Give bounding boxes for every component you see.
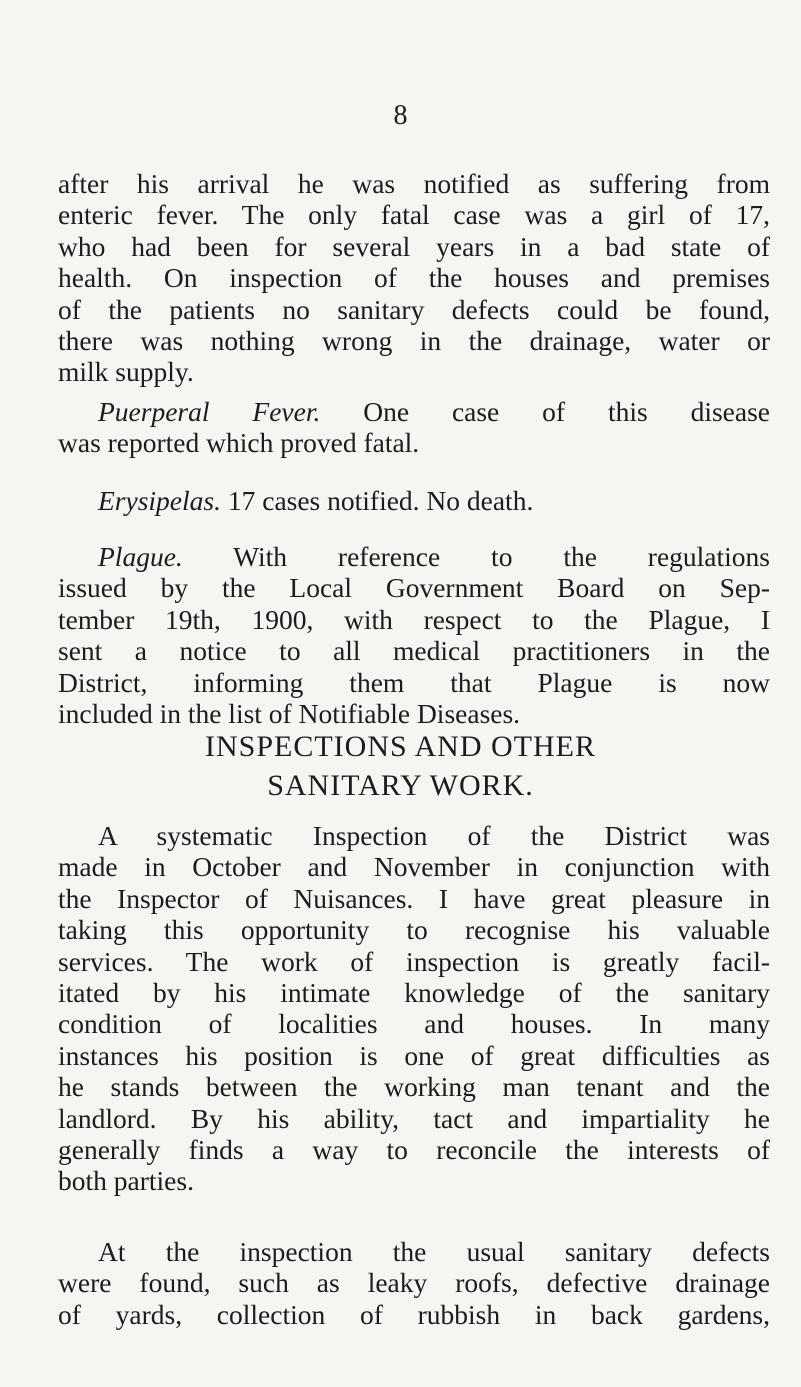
text-line: of the patients no sanitary defects could be found, [58,293,770,325]
paragraph-puerperal-fever [58,396,770,459]
text-line: issued by the Local Government Board on Sep- [58,572,770,604]
section-title-plague: Plague. [98,541,183,572]
text-line [58,396,770,427]
text-line: were found, such as leaky roofs, defective drainage [58,1267,770,1299]
text-line: generally finds a way to reconcile the interests of [58,1134,770,1166]
text-line: instances his position is one of great difficulties as [58,1039,770,1071]
text-line: after his arrival he was notified as suffering from [58,168,770,199]
text-line: District, informing them that Plague is now [58,666,770,698]
text-fragment: One case of this disease [320,396,770,427]
section-title-puerperal-fever: Puerperal Fever. [98,396,321,427]
paragraph-plague [58,541,770,729]
page-number: 8 [393,100,408,131]
text-line: tember 19th, 1900, with respect to the Plague, I [58,603,770,635]
paragraph-erysipelas [58,485,770,516]
text-fragment: With reference to the regulations [182,541,770,572]
text-line: the Inspector of Nuisances. I have great pleasure in [58,882,770,914]
paragraph-sanitary-defects [58,1236,770,1330]
text-line: milk supply. [58,356,194,388]
section-heading-inspections: INSPECTIONS AND OTHER [204,730,597,763]
text-line: enteric fever. The only fatal case was a girl of 17, [58,199,770,231]
text-line: both parties. [58,1165,194,1197]
text-line: sent a notice to all medical practitioners in the [58,635,770,667]
text-line: of yards, collection of rubbish in back gardens, [58,1298,770,1330]
text-line [58,541,770,572]
text-line: was reported which proved fatal. [58,427,420,459]
section-heading-sanitary-work: SANITARY WORK. [267,769,534,802]
text-line: A systematic Inspection of the District was [98,820,770,851]
text-line: landlord. By his ability, tact and impartiality he [58,1102,770,1134]
paragraph-systematic-inspection [58,820,770,1197]
text-line: itated by his intimate knowledge of the sanitary [58,977,770,1009]
text-line: condition of localities and houses. In many [58,1008,770,1040]
text-line [58,485,770,516]
text-line: there was nothing wrong in the drainage, water or [58,325,770,357]
paragraph-enteric-fever [58,168,770,388]
text-line: At the inspection the usual sanitary defects [98,1236,770,1267]
text-line: he stands between the working man tenant and the [58,1071,770,1103]
text-line: who had been for several years in a bad state of [58,230,770,262]
text-line: included in the list of Notifiable Diseases. [58,698,521,730]
text-line: taking this opportunity to recognise his valuable [58,914,770,946]
section-title-erysipelas: Erysipelas. [98,485,221,516]
text-line: health. On inspection of the houses and premises [58,262,770,294]
text-line: made in October and November in conjunction with [58,851,770,883]
text-line: services. The work of inspection is greatly facil- [58,945,770,977]
text-fragment: 17 cases notified. No death. [220,485,534,516]
